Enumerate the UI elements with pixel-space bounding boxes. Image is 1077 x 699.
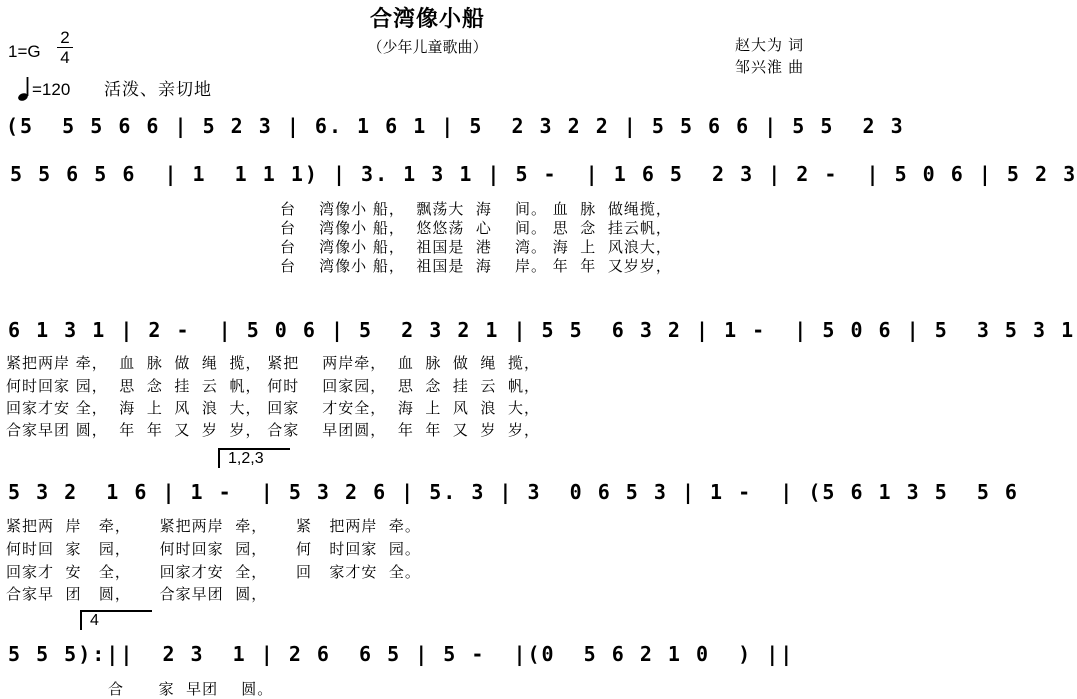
lyric-line-5: 合 家 早团 圆。 <box>108 680 274 698</box>
lyric-line-3-verse-1: 紧把两岸 牵， 血 脉 做 绳 揽， 紧把 两岸牵， 血 脉 做 绳 揽， <box>6 354 540 372</box>
notation-line-1: (5 5 5 6 6 | 5 2 3 | 6. 1 6 1 | 5 2 3 2 2 | 5 5 6 6 | 5 5 2 3 <box>6 114 905 138</box>
time-signature <box>58 28 72 67</box>
lyricist-credit: 赵大为 词 <box>735 37 805 54</box>
song-subtitle: （少年儿童歌曲） <box>367 39 488 56</box>
quarter-note-icon <box>18 76 30 102</box>
notation-line-3: 6 1 3 1 | 2 - | 5 0 6 | 5 2 3 2 1 | 5 5 6 3 2 | 1 - | 5 0 6 | 5 3 5 3 1 <box>8 318 1076 342</box>
lyric-line-2-verse-1: 台 湾像小 船， 飘荡大 海 间。 血 脉 做绳揽， <box>280 200 672 218</box>
lyric-line-3-verse-3: 回家才安 全， 海 上 风 浪 大， 回家 才安全， 海 上 风 浪 大， <box>6 399 540 417</box>
composer-credit: 邹兴淮 曲 <box>735 59 805 76</box>
lyric-line-2-verse-4: 台 湾像小 船， 祖国是 海 岸。 年 年 又岁岁， <box>280 257 672 275</box>
lyric-line-3-verse-2: 何时回家 园， 思 念 挂 云 帆， 何时 回家园， 思 念 挂 云 帆， <box>6 377 540 395</box>
lyric-line-2-verse-3: 台 湾像小 船， 祖国是 港 湾。 海 上 风浪大， <box>280 238 672 256</box>
lyric-line-4-verse-4: 合家早 团 圆， 合家早团 圆， <box>6 585 268 603</box>
time-signature-top: 2 <box>60 28 70 47</box>
key-signature: 1=G <box>8 42 41 61</box>
tempo-marking: =120 <box>32 80 71 99</box>
lyric-line-2-verse-2: 台 湾像小 船， 悠悠荡 心 间。 思 念 挂云帆， <box>280 219 672 237</box>
lyric-line-3-verse-4: 合家早团 圆， 年 年 又 岁 岁， 合家 早团圆， 年 年 又 岁 岁， <box>6 421 540 439</box>
song-title: 合湾像小船 <box>369 6 485 31</box>
notation-line-2: 5 5 6 5 6 | 1 1 1 1) | 3. 1 3 1 | 5 - | 1 6 5 2 3 | 2 - | 5 0 6 | 5 2 3 <box>10 162 1077 186</box>
lyric-line-4-verse-3: 回家才 安 全， 回家才安 全， 回 家才安 全。 <box>6 563 421 581</box>
expression-marking: 活泼、亲切地 <box>104 80 212 99</box>
volta-bracket-first: 1,2,3 <box>218 448 290 468</box>
time-signature-bottom: 4 <box>60 48 70 67</box>
lyric-line-4-verse-2: 何时回 家 园， 何时回家 园， 何 时回家 园。 <box>6 540 421 558</box>
volta-bracket-fourth: 4 <box>80 610 152 630</box>
lyric-line-4-verse-1: 紧把两 岸 牵， 紧把两岸 牵， 紧 把两岸 牵。 <box>6 517 421 535</box>
notation-line-5: 5 5 5):|| 2 3 1 | 2 6 6 5 | 5 - |(0 5 6 2 1 0 ) || <box>8 642 795 666</box>
notation-line-4: 5 3 2 1 6 | 1 - | 5 3 2 6 | 5. 3 | 3 0 6 5 3 | 1 - | (5 6 1 3 5 5 6 <box>8 480 1019 504</box>
